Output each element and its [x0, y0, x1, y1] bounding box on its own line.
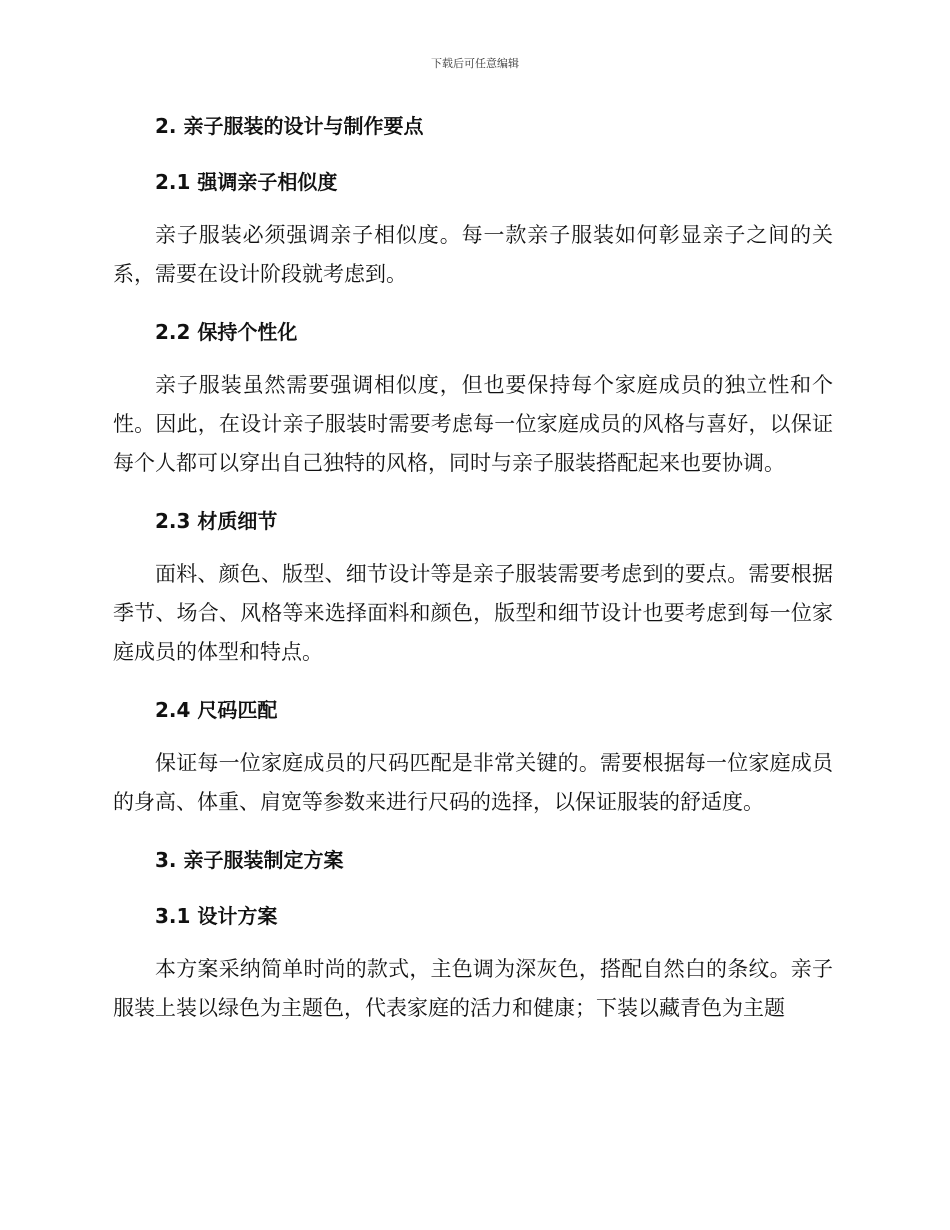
section-heading-3: 3. 亲子服装制定方案 — [155, 848, 344, 872]
section-heading-3-1: 3.1 设计方案 — [155, 904, 278, 928]
paragraph-2-3: 面料、颜色、版型、细节设计等是亲子服装需要考虑到的要点。需要根据季节、场合、风格等来选择面料和颜色，版型和细节设计也要考虑到每一位家庭成员的体型和特点。 — [113, 562, 833, 664]
paragraph-3-1: 本方案采纳简单时尚的款式，主色调为深灰色，搭配自然白的条纹。亲子服装上装以绿色为主题色，代表家庭的活力和健康；下装以藏青色为主题 — [113, 957, 833, 1020]
page-header-note: 下载后可任意编辑 — [431, 57, 519, 70]
section-heading-2-4: 2.4 尺码匹配 — [155, 698, 278, 722]
section-heading-2-1: 2.1 强调亲子相似度 — [155, 170, 338, 194]
paragraph-2-2: 亲子服装虽然需要强调相似度，但也要保持每个家庭成员的独立性和个性。因此，在设计亲子服装时需要考虑每一位家庭成员的风格与喜好，以保证每个人都可以穿出自己独特的风格，同时与亲子服装搭配起来也要协调。 — [113, 373, 833, 475]
paragraph-2-4: 保证每一位家庭成员的尺码匹配是非常关键的。需要根据每一位家庭成员的身高、体重、肩宽等参数来进行尺码的选择，以保证服装的舒适度。 — [113, 751, 833, 814]
document-body — [113, 108, 833, 1028]
section-heading-2-3: 2.3 材质细节 — [155, 509, 278, 533]
section-heading-2: 2. 亲子服装的设计与制作要点 — [155, 114, 424, 138]
paragraph-2-1: 亲子服装必须强调亲子相似度。每一款亲子服装如何彰显亲子之间的关系，需要在设计阶段就考虑到。 — [113, 223, 833, 286]
section-heading-2-2: 2.2 保持个性化 — [155, 320, 298, 344]
